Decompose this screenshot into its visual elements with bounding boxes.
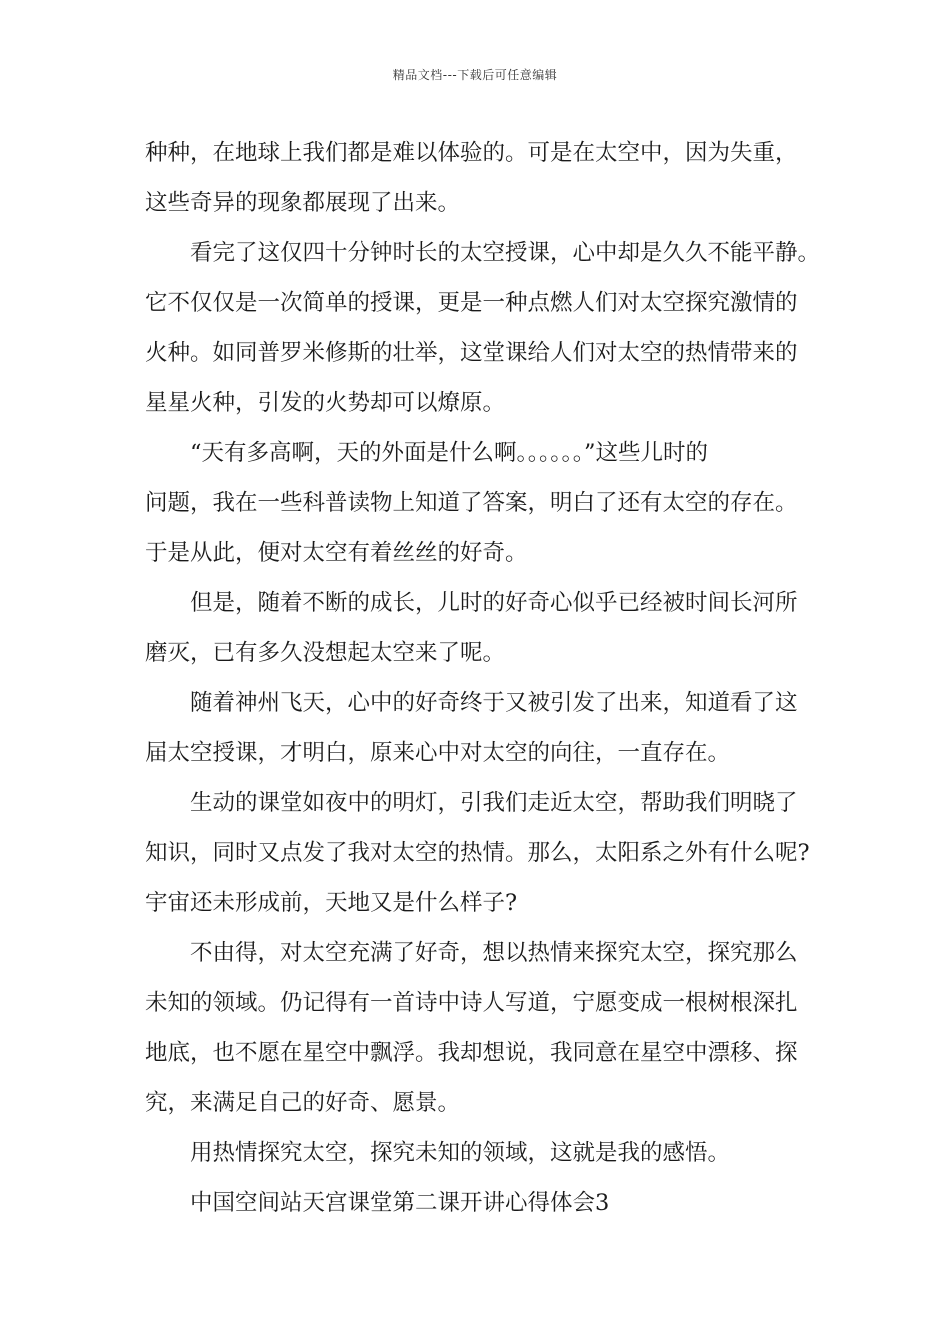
text-line: 种种，在地球上我们都是难以体验的。可是在太空中，因为失重， xyxy=(145,140,798,166)
text-line: “天有多高啊，天的外面是什么啊。。。。。。”这些儿时的 xyxy=(190,440,709,466)
text-line: 届太空授课，才明白，原来心中对太空的向往，一直存在。 xyxy=(145,740,731,766)
text-line: 它不仅仅是一次简单的授课，更是一种点燃人们对太空探究激情的 xyxy=(145,290,798,316)
text-line: 未知的领域。仍记得有一首诗中诗人写道，宁愿变成一根树根深扎 xyxy=(145,990,798,1016)
section-heading: 中国空间站天宫课堂第二课开讲心得体会3 xyxy=(190,1190,610,1216)
text-line: 究，来满足自己的好奇、愿景。 xyxy=(145,1090,461,1116)
text-line: 随着神州飞天，心中的好奇终于又被引发了出来，知道看了这 xyxy=(190,690,798,716)
text-line: 看完了这仅四十分钟时长的太空授课，心中却是久久不能平静。 xyxy=(190,240,821,266)
text-line: 这些奇异的现象都展现了出来。 xyxy=(145,190,461,216)
text-line: 但是，随着不断的成长，儿时的好奇心似乎已经被时间长河所 xyxy=(190,590,798,616)
text-line: 用热情探究太空，探究未知的领域，这就是我的感悟。 xyxy=(190,1140,731,1166)
page-header: 精品文档---下载后可任意编辑 xyxy=(392,68,558,82)
text-line: 于是从此，便对太空有着丝丝的好奇。 xyxy=(145,540,528,566)
text-line: 磨灭，已有多久没想起太空来了呢。 xyxy=(145,640,506,666)
text-line: 不由得，对太空充满了好奇，想以热情来探究太空，探究那么 xyxy=(190,940,798,966)
text-line: 火种。如同普罗米修斯的壮举，这堂课给人们对太空的热情带来的 xyxy=(145,340,798,366)
text-line: 生动的课堂如夜中的明灯，引我们走近太空，帮助我们明晓了 xyxy=(190,790,798,816)
document-body xyxy=(145,128,821,1228)
text-line: 地底，也不愿在星空中飘浮。我却想说，我同意在星空中漂移、探 xyxy=(145,1040,798,1066)
text-line: 问题，我在一些科普读物上知道了答案，明白了还有太空的存在。 xyxy=(145,490,798,516)
text-line: 知识，同时又点发了我对太空的热情。那么，太阳系之外有什么呢? xyxy=(145,840,810,866)
text-line: 星星火种，引发的火势却可以燎原。 xyxy=(145,390,506,416)
text-line: 宇宙还未形成前，天地又是什么样子? xyxy=(145,890,518,916)
